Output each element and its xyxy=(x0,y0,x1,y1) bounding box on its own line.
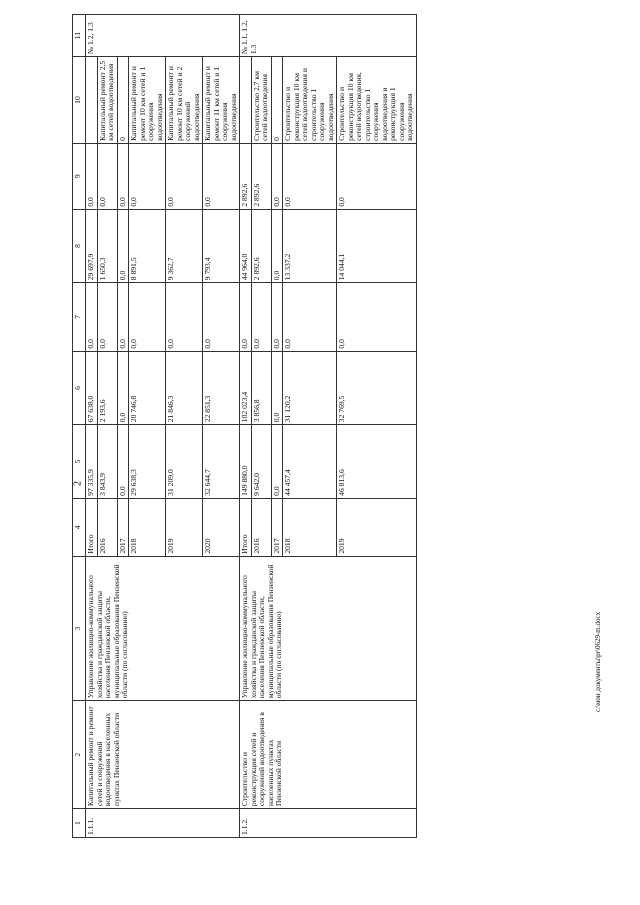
header-cell: 7 xyxy=(73,283,86,351)
federal-budget-cell: 0,0 xyxy=(117,283,129,351)
other-sources-cell: 0,0 xyxy=(271,143,283,209)
year-cell: 2016 xyxy=(97,498,117,556)
other-sources-cell: 2 892,6 xyxy=(251,143,271,209)
federal-budget-cell: 0,0 xyxy=(337,283,417,351)
federal-budget-cell: 0,0 xyxy=(86,283,98,351)
federal-budget-cell: 0,0 xyxy=(251,283,271,351)
federal-budget-cell: 0,0 xyxy=(283,283,337,351)
result-description-cell xyxy=(86,57,98,144)
result-description-cell: Капитальный ремонт и ремонт 10 км сетей и 1 сооружения водоотведения xyxy=(129,57,166,144)
other-sources-cell: 0,0 xyxy=(86,143,98,209)
regional-budget-cell: 21 846,3 xyxy=(166,351,203,425)
local-budget-cell: 8 891,5 xyxy=(129,209,166,283)
other-sources-cell: 0,0 xyxy=(203,143,240,209)
federal-budget-cell: 0,0 xyxy=(129,283,166,351)
result-description-cell: 0 xyxy=(271,57,283,144)
header-cell: 3 xyxy=(73,556,86,701)
year-cell: 2019 xyxy=(337,498,417,556)
total-amount-cell: 9 642,0 xyxy=(251,425,271,499)
year-cell: 2020 xyxy=(203,498,240,556)
local-budget-cell: 9 362,7 xyxy=(166,209,203,283)
result-description-cell: Капитальный ремонт 2,5 км сетей водоотведения xyxy=(97,57,117,144)
other-sources-cell: 0,0 xyxy=(283,143,337,209)
year-cell: 2019 xyxy=(166,498,203,556)
local-budget-cell: 44 964,0 xyxy=(240,209,252,283)
year-cell: 2017 xyxy=(117,498,129,556)
header-cell: 8 xyxy=(73,209,86,283)
year-cell: 2017 xyxy=(271,498,283,556)
column-number-row xyxy=(73,15,86,838)
item-name-cell: Капитальный ремонт и ремонт сетей и сооружений водоотведения в населенных пунктах Пензенской области xyxy=(86,701,240,809)
item-name-cell: Строительство и реконструкция сетей и сооружений водоотведения в населенных пунктах Пензенской области xyxy=(240,701,417,809)
year-cell: 2018 xyxy=(129,498,166,556)
header-cell: 9 xyxy=(73,143,86,209)
total-amount-cell: 32 644,7 xyxy=(203,425,240,499)
regional-budget-cell: 0,0 xyxy=(117,351,129,425)
file-path-footer: c:\мои документы\pr\0629-m.docx xyxy=(594,611,602,712)
total-amount-cell: 0,0 xyxy=(271,425,283,499)
other-sources-cell: 2 892,6 xyxy=(240,143,252,209)
table-row xyxy=(86,15,98,838)
header-cell: 2 xyxy=(73,701,86,809)
total-amount-cell: 149 880,0 xyxy=(240,425,252,499)
total-amount-cell: 31 209,0 xyxy=(166,425,203,499)
other-sources-cell: 0,0 xyxy=(166,143,203,209)
year-cell: Итого xyxy=(86,498,98,556)
total-amount-cell: 97 335,9 xyxy=(86,425,98,499)
regional-budget-cell: 31 120,2 xyxy=(283,351,337,425)
other-sources-cell: 0,0 xyxy=(129,143,166,209)
header-cell: 10 xyxy=(73,57,86,144)
total-amount-cell: 3 843,9 xyxy=(97,425,117,499)
total-amount-cell: 44 457,4 xyxy=(283,425,337,499)
indicator-ref-cell: № 1.2, 1.3 xyxy=(86,15,240,57)
year-cell: 2016 xyxy=(251,498,271,556)
header-cell: 11 xyxy=(73,15,86,57)
regional-budget-cell: 22 851,3 xyxy=(203,351,240,425)
local-budget-cell: 1 650,3 xyxy=(97,209,117,283)
header-cell: 1 xyxy=(73,809,86,838)
header-cell: 5 xyxy=(73,425,86,499)
regional-budget-cell: 0,0 xyxy=(271,351,283,425)
regional-budget-cell: 32 769,5 xyxy=(337,351,417,425)
local-budget-cell: 0,0 xyxy=(117,209,129,283)
local-budget-cell: 13 337,2 xyxy=(283,209,337,283)
total-amount-cell: 29 638,3 xyxy=(129,425,166,499)
federal-budget-cell: 0,0 xyxy=(166,283,203,351)
result-description-cell: Капитальный ремонт и ремонт 10 км сетей и 2 сооружений водоотведения xyxy=(166,57,203,144)
page-number: 2 xyxy=(72,481,84,486)
local-budget-cell: 29 697,9 xyxy=(86,209,98,283)
executor-cell: Управление жилищно-коммунального хозяйства и гражданской защиты населения Пензенской области, муниципальные образования Пензенской области (по согласованию) xyxy=(240,556,417,701)
regional-budget-cell: 102 023,4 xyxy=(240,351,252,425)
indicator-ref-cell: № 1.1, 1.2, 1.3 xyxy=(240,15,417,57)
result-description-cell xyxy=(240,57,252,144)
result-description-cell: Строительство и реконструкция 10 км сетей водоотведения, строительство 1 сооружения водоотведения и реконструкция 1 сооружения водоотведения xyxy=(337,57,417,144)
result-description-cell: Капитальный ремонт и ремонт 11 км сетей и 1 сооружения водоотведения xyxy=(203,57,240,144)
table-row xyxy=(240,15,252,838)
result-description-cell: Строительство 2,7 км сетей водоотведения xyxy=(251,57,271,144)
rotated-table-container xyxy=(72,14,612,838)
year-cell: Итого xyxy=(240,498,252,556)
item-number-cell: 1.1.2. xyxy=(240,809,417,838)
result-description-cell: 0 xyxy=(117,57,129,144)
federal-budget-cell: 0,0 xyxy=(203,283,240,351)
federal-budget-cell: 0,0 xyxy=(271,283,283,351)
other-sources-cell: 0,0 xyxy=(97,143,117,209)
header-cell: 6 xyxy=(73,351,86,425)
regional-budget-cell: 2 193,6 xyxy=(97,351,117,425)
other-sources-cell: 0,0 xyxy=(117,143,129,209)
item-number-cell: 1.1.1. xyxy=(86,809,240,838)
header-cell: 4 xyxy=(73,498,86,556)
federal-budget-cell: 0,0 xyxy=(240,283,252,351)
local-budget-cell: 0,0 xyxy=(271,209,283,283)
local-budget-cell: 2 892,6 xyxy=(251,209,271,283)
other-sources-cell: 0,0 xyxy=(337,143,417,209)
total-amount-cell: 0,0 xyxy=(117,425,129,499)
regional-budget-cell: 20 746,8 xyxy=(129,351,166,425)
result-description-cell: Строительство и реконструкция 10 км сетей водоотведения и строительство 1 сооружения водоотведения xyxy=(283,57,337,144)
regional-budget-cell: 3 856,8 xyxy=(251,351,271,425)
program-table xyxy=(72,14,417,838)
regional-budget-cell: 67 638,0 xyxy=(86,351,98,425)
total-amount-cell: 46 813,6 xyxy=(337,425,417,499)
federal-budget-cell: 0,0 xyxy=(97,283,117,351)
local-budget-cell: 14 044,1 xyxy=(337,209,417,283)
executor-cell: Управление жилищно-коммунального хозяйства и гражданской защиты населения Пензенской области, муниципальные образования Пензенской области (по согласованию) xyxy=(86,556,240,701)
year-cell: 2018 xyxy=(283,498,337,556)
local-budget-cell: 9 793,4 xyxy=(203,209,240,283)
